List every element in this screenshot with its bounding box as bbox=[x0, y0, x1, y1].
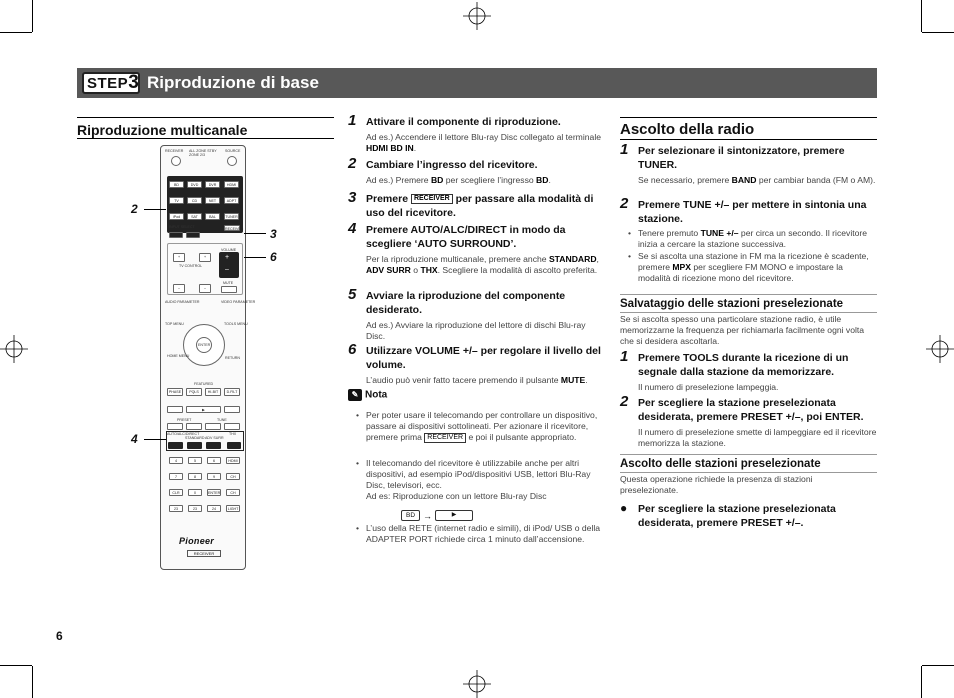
note-bullet-2: • Il telecomando del ricevitore è utilizzabile anche per altri dispositivi, ad esempio iPod/dispositivi USB, lettori Blu-Ray Disc, televisori, ecc. Ad es: Riproduzione con un lettore Blu-ray Disc bbox=[356, 458, 604, 502]
preset-save-heading: Salvataggio delle stazioni preselezionate bbox=[620, 298, 844, 310]
step-badge: STEP3 bbox=[82, 72, 140, 94]
remote-control-illustration: RECEIVER ALL ZONE STBY ZONE 2/3 SOURCE BD DVD DVR HDMI TV CD NET ADPT iPod SAT BAL TUNER INPUT SELECT RECEIVER TV CONTROL + + – – VOLUME + – MUTE AUDIO PARAMETER VIDEO PARAMETER TOP MENU TOOLS MENU ENTER HOME MENU RETURN FEATURED PHASE PQLS HI-BIT D.FILT ▶ PRESET TUNE AUTO/ALC/DIRECT STANDARD ADV SURR THX 4 5 6 HDMI 7 8 9 CH CLR 0 ENTER CH 23 23 24 LIGHT Pioneer RECEIVER bbox=[160, 145, 246, 570]
registration-mark-left-icon bbox=[0, 335, 28, 363]
callout-6: 6 bbox=[270, 250, 277, 264]
receiver-badge: RECEIVER bbox=[187, 550, 221, 557]
preset-save-step-2: 2 Per scegliere la stazione preselezionata desiderata, premere PRESET +/–, poi ENTER. Il numero di preselezione smette di lampeggiare ed il ricevitore memorizza la stazione. bbox=[620, 393, 877, 448]
source-power-icon bbox=[227, 156, 237, 166]
multi-step-1: 1 Attivare il componente di riproduzione. Ad es.) Accendere il lettore Blu-ray Disc collegato al terminale HDMI BD IN. bbox=[348, 112, 602, 153]
preset-listen-intro: Questa operazione richiede la presenza di stazioni preselezionate. bbox=[620, 474, 813, 495]
pioneer-logo: Pioneer bbox=[179, 536, 215, 546]
multi-step-2: 2 Cambiare l’ingresso del ricevitore. Ad es.) Premere BD per scegliere l’ingresso BD. bbox=[348, 155, 551, 185]
callout-2: 2 bbox=[131, 202, 138, 216]
receiver-mode-button: RECEIVER bbox=[225, 227, 244, 231]
input-select-right bbox=[186, 232, 200, 238]
preset-save-intro: Se si ascolta spesso una particolare stazione radio, è utile memorizzarne la frequenza per richiamarla facilmente ogni volta che si desidera ascoltarla. bbox=[620, 314, 865, 346]
multi-step-4: 4 Premere AUTO/ALC/DIRECT in modo da scegliere ‘AUTO SURROUND’. Per la riproduzione multicanale, premere anche STANDARD, ADV SURR o THX. Scegliere la modalità di ascolto preferita. bbox=[348, 220, 599, 275]
radio-heading: Ascolto della radio bbox=[620, 121, 755, 138]
pencil-note-icon: ✎ bbox=[348, 389, 362, 401]
note-bullet-3: • L’uso della RETE (internet radio e simili), di iPod/ USB o della ADAPTER PORT richiede circa 1 minuto dall’accensione. bbox=[356, 523, 604, 545]
radio-step-2: 2 Premere TUNE +/– per mettere in sintonia una stazione. bbox=[620, 195, 867, 225]
radio-bullet-2: • Se si ascolta una stazione in FM ma la ricezione è scadente, premere MPX per scegliere FM MONO e impostare la modalità di ricezione mono del ricevitore. bbox=[628, 251, 874, 284]
callout-4: 4 bbox=[131, 432, 138, 446]
section-banner bbox=[77, 68, 877, 98]
registration-mark-top-icon bbox=[463, 2, 491, 30]
registration-mark-right-icon bbox=[926, 335, 954, 363]
callout-3: 3 bbox=[270, 227, 277, 241]
bd-play-example: BD → ▶ bbox=[401, 510, 473, 521]
radio-step-1: 1 Per selezionare il sintonizzatore, premere TUNER. Se necessario, premere BAND per cambiar banda (FM o AM). bbox=[620, 141, 876, 185]
preset-listen-step: ● Per scegliere la stazione preselezionata desiderata, premere PRESET +/–. bbox=[620, 501, 836, 529]
page-title: Riproduzione di base bbox=[147, 73, 319, 92]
receiver-power-icon bbox=[171, 156, 181, 166]
note-bullet-1: • Per poter usare il telecomando per controllare un dispositivo, passare ai dispositivi sottolineati. Per azionare il ricevitore, premere prima RECEIVER e poi il pulsante appropriato. bbox=[356, 410, 604, 443]
input-select-left bbox=[169, 232, 183, 238]
multi-step-3: 3 Premere RECEIVER per passare alla modalità di uso del ricevitore. bbox=[348, 189, 594, 219]
multichannel-heading: Riproduzione multicanale bbox=[77, 122, 248, 138]
preset-listen-heading: Ascolto delle stazioni preselezionate bbox=[620, 458, 821, 470]
preset-save-step-1: 1 Premere TOOLS durante la ricezione di un segnale dalla stazione da memorizzare. Il numero di preselezione lampeggia. bbox=[620, 348, 849, 392]
page-number: 6 bbox=[56, 629, 63, 643]
registration-mark-bottom-icon bbox=[463, 670, 491, 698]
radio-bullet-1: • Tenere premuto TUNE +/– per circa un secondo. Il ricevitore inizia a cercare la stazione successiva. bbox=[628, 228, 874, 250]
multi-step-6: 6 Utilizzare VOLUME +/– per regolare il livello del volume. L’audio può venir fatto tacere premendo il pulsante MUTE. bbox=[348, 341, 601, 385]
note-heading: ✎ Nota bbox=[348, 389, 387, 401]
multi-step-5: 5 Avviare la riproduzione del componente desiderato. Ad es.) Avviare la riproduzione del lettore di dischi Blu-ray Disc. bbox=[348, 286, 586, 341]
